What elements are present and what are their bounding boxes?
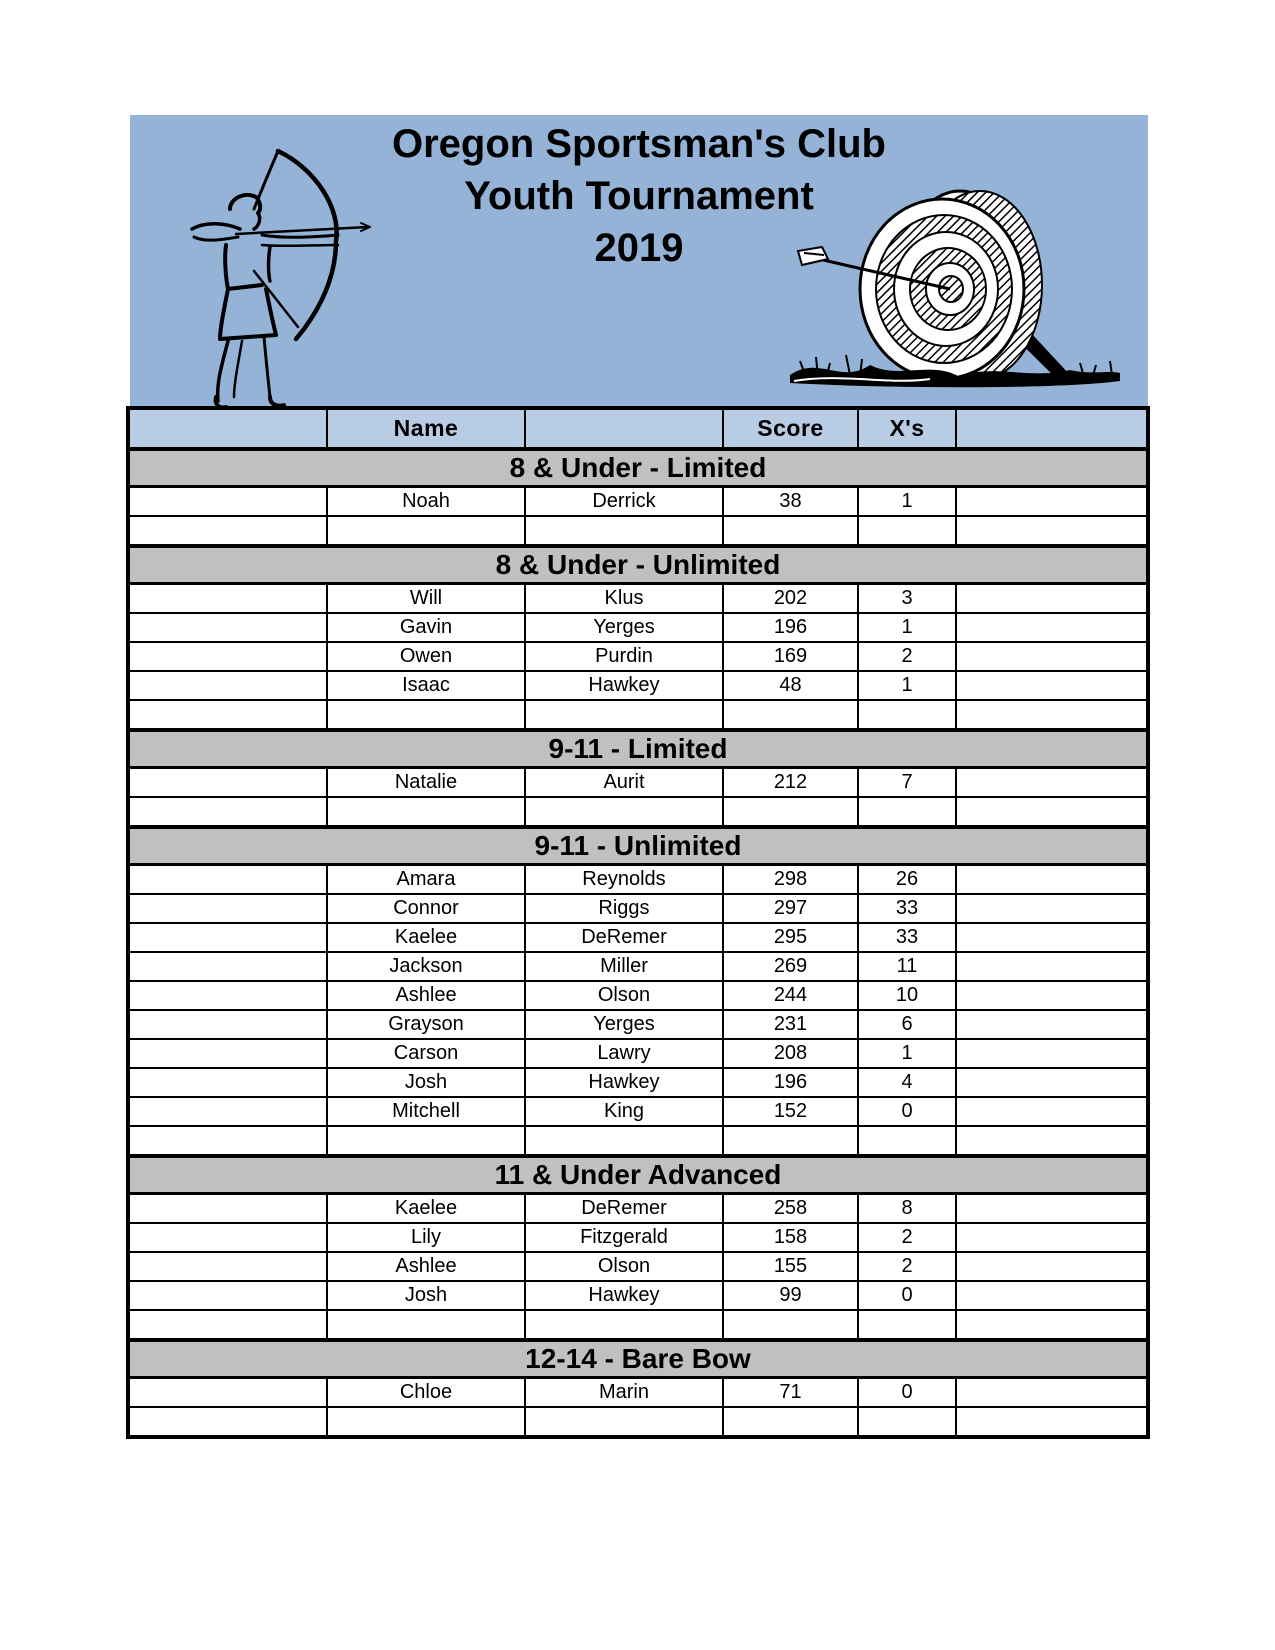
first-name-cell: Noah [327, 487, 525, 517]
column-header-name: Name [327, 408, 525, 449]
rank-cell [128, 642, 327, 671]
table-row [128, 923, 1148, 952]
empty-table-row [128, 1407, 1148, 1437]
last-name-cell: Hawkey [525, 1068, 723, 1097]
table-row [128, 584, 1148, 614]
column-header-score: Score [723, 408, 858, 449]
last-name-cell: Purdin [525, 642, 723, 671]
first-name-cell: Isaac [327, 671, 525, 700]
title-banner [130, 115, 1148, 407]
division-title: 11 & Under Advanced [128, 1156, 1148, 1194]
first-name-cell: Jackson [327, 952, 525, 981]
first-name-cell: Owen [327, 642, 525, 671]
last-name-cell [525, 700, 723, 730]
table-row [128, 1097, 1148, 1126]
first-name-cell: Will [327, 584, 525, 614]
table-row [128, 1252, 1148, 1281]
last-name-cell: Derrick [525, 487, 723, 517]
score-cell [723, 1126, 858, 1156]
empty-table-row [128, 1126, 1148, 1156]
first-name-cell: Ashlee [327, 981, 525, 1010]
last-name-cell: Lawry [525, 1039, 723, 1068]
first-name-cell [327, 1407, 525, 1437]
xs-cell: 1 [858, 613, 956, 642]
last-name-cell: Yerges [525, 613, 723, 642]
first-name-cell: Grayson [327, 1010, 525, 1039]
rank-cell [128, 768, 327, 798]
xs-cell: 7 [858, 768, 956, 798]
score-cell [723, 700, 858, 730]
last-name-cell [525, 1126, 723, 1156]
rank-cell [128, 1310, 327, 1340]
division-title: 8 & Under - Limited [128, 449, 1148, 487]
xs-cell: 2 [858, 1223, 956, 1252]
title-line-event: Youth Tournament [464, 174, 814, 218]
table-row [128, 671, 1148, 700]
table-row [128, 1039, 1148, 1068]
rank-cell [128, 952, 327, 981]
xs-cell: 4 [858, 1068, 956, 1097]
xs-cell [858, 700, 956, 730]
notes-cell [956, 981, 1148, 1010]
first-name-cell [327, 1310, 525, 1340]
last-name-cell: Marin [525, 1378, 723, 1408]
xs-cell [858, 1310, 956, 1340]
rank-cell [128, 613, 327, 642]
rank-cell [128, 487, 327, 517]
first-name-cell [327, 700, 525, 730]
xs-cell: 0 [858, 1281, 956, 1310]
table-row [128, 952, 1148, 981]
score-cell: 297 [723, 894, 858, 923]
table-row [128, 865, 1148, 895]
score-cell: 258 [723, 1194, 858, 1224]
score-cell: 202 [723, 584, 858, 614]
last-name-cell: King [525, 1097, 723, 1126]
last-name-cell: Fitzgerald [525, 1223, 723, 1252]
rank-cell [128, 671, 327, 700]
xs-cell: 26 [858, 865, 956, 895]
division-header-row [128, 449, 1148, 487]
score-cell: 196 [723, 613, 858, 642]
table-row [128, 1281, 1148, 1310]
xs-cell: 11 [858, 952, 956, 981]
notes-cell [956, 700, 1148, 730]
division-header-row [128, 827, 1148, 865]
xs-cell: 0 [858, 1097, 956, 1126]
notes-cell [956, 487, 1148, 517]
last-name-cell: DeRemer [525, 923, 723, 952]
rank-cell [128, 923, 327, 952]
xs-cell: 1 [858, 487, 956, 517]
last-name-cell: Riggs [525, 894, 723, 923]
score-cell: 99 [723, 1281, 858, 1310]
notes-cell [956, 1126, 1148, 1156]
first-name-cell: Ashlee [327, 1252, 525, 1281]
xs-cell [858, 516, 956, 546]
first-name-cell [327, 516, 525, 546]
last-name-cell: Reynolds [525, 865, 723, 895]
xs-cell [858, 1126, 956, 1156]
xs-cell: 1 [858, 671, 956, 700]
rank-cell [128, 894, 327, 923]
score-cell: 295 [723, 923, 858, 952]
empty-table-row [128, 797, 1148, 827]
score-cell [723, 516, 858, 546]
notes-cell [956, 1194, 1148, 1224]
last-name-cell [525, 1407, 723, 1437]
first-name-cell [327, 1126, 525, 1156]
first-name-cell: Natalie [327, 768, 525, 798]
column-header-blank-right [956, 408, 1148, 449]
last-name-cell [525, 797, 723, 827]
xs-cell: 6 [858, 1010, 956, 1039]
notes-cell [956, 894, 1148, 923]
table-row [128, 1194, 1148, 1224]
empty-table-row [128, 700, 1148, 730]
column-header-blank-last [525, 408, 723, 449]
rank-cell [128, 1252, 327, 1281]
title-line-club: Oregon Sportsman's Club [391, 122, 886, 166]
notes-cell [956, 1407, 1148, 1437]
last-name-cell: Miller [525, 952, 723, 981]
score-cell: 71 [723, 1378, 858, 1408]
first-name-cell: Josh [327, 1068, 525, 1097]
xs-cell [858, 1407, 956, 1437]
last-name-cell: Olson [525, 981, 723, 1010]
notes-cell [956, 584, 1148, 614]
rank-cell [128, 865, 327, 895]
last-name-cell: Yerges [525, 1010, 723, 1039]
division-title: 12-14 - Bare Bow [128, 1340, 1148, 1378]
rank-cell [128, 1223, 327, 1252]
score-cell: 244 [723, 981, 858, 1010]
division-title: 9-11 - Unlimited [128, 827, 1148, 865]
xs-cell: 33 [858, 894, 956, 923]
score-cell [723, 1407, 858, 1437]
score-cell: 152 [723, 1097, 858, 1126]
first-name-cell: Carson [327, 1039, 525, 1068]
table-row [128, 642, 1148, 671]
score-cell: 196 [723, 1068, 858, 1097]
xs-cell: 3 [858, 584, 956, 614]
notes-cell [956, 1010, 1148, 1039]
table-row [128, 1223, 1148, 1252]
rank-cell [128, 1068, 327, 1097]
first-name-cell: Connor [327, 894, 525, 923]
score-cell: 158 [723, 1223, 858, 1252]
notes-cell [956, 952, 1148, 981]
notes-cell [956, 1068, 1148, 1097]
column-header-xs: X's [858, 408, 956, 449]
table-row [128, 613, 1148, 642]
table-row [128, 1378, 1148, 1408]
rank-cell [128, 700, 327, 730]
rank-cell [128, 1010, 327, 1039]
first-name-cell: Josh [327, 1281, 525, 1310]
notes-cell [956, 613, 1148, 642]
first-name-cell [327, 797, 525, 827]
rank-cell [128, 1407, 327, 1437]
score-cell: 269 [723, 952, 858, 981]
notes-cell [956, 1252, 1148, 1281]
first-name-cell: Kaelee [327, 1194, 525, 1224]
notes-cell [956, 1097, 1148, 1126]
rank-cell [128, 584, 327, 614]
rank-cell [128, 1194, 327, 1224]
notes-cell [956, 1378, 1148, 1408]
table-row [128, 1068, 1148, 1097]
xs-cell: 1 [858, 1039, 956, 1068]
xs-cell: 10 [858, 981, 956, 1010]
first-name-cell: Amara [327, 865, 525, 895]
notes-cell [956, 1310, 1148, 1340]
title-line-year: 2019 [594, 226, 684, 270]
rank-cell [128, 1039, 327, 1068]
score-cell: 212 [723, 768, 858, 798]
notes-cell [956, 797, 1148, 827]
xs-cell: 2 [858, 1252, 956, 1281]
division-header-row [128, 730, 1148, 768]
last-name-cell [525, 516, 723, 546]
division-header-row [128, 546, 1148, 584]
division-header-row [128, 1340, 1148, 1378]
last-name-cell: DeRemer [525, 1194, 723, 1224]
score-cell: 208 [723, 1039, 858, 1068]
notes-cell [956, 865, 1148, 895]
last-name-cell: Olson [525, 1252, 723, 1281]
rank-cell [128, 516, 327, 546]
column-header-blank-left [128, 408, 327, 449]
table-row [128, 768, 1148, 798]
score-cell [723, 797, 858, 827]
rank-cell [128, 1097, 327, 1126]
rank-cell [128, 981, 327, 1010]
score-cell: 48 [723, 671, 858, 700]
first-name-cell: Chloe [327, 1378, 525, 1408]
division-title: 8 & Under - Unlimited [128, 546, 1148, 584]
last-name-cell: Klus [525, 584, 723, 614]
notes-cell [956, 1223, 1148, 1252]
first-name-cell: Gavin [327, 613, 525, 642]
division-header-row [128, 1156, 1148, 1194]
rank-cell [128, 1281, 327, 1310]
score-cell [723, 1310, 858, 1340]
first-name-cell: Mitchell [327, 1097, 525, 1126]
xs-cell [858, 797, 956, 827]
last-name-cell [525, 1310, 723, 1340]
score-cell: 169 [723, 642, 858, 671]
rank-cell [128, 797, 327, 827]
first-name-cell: Kaelee [327, 923, 525, 952]
xs-cell: 0 [858, 1378, 956, 1408]
rank-cell [128, 1126, 327, 1156]
xs-cell: 2 [858, 642, 956, 671]
empty-table-row [128, 516, 1148, 546]
score-cell: 155 [723, 1252, 858, 1281]
division-title: 9-11 - Limited [128, 730, 1148, 768]
notes-cell [956, 671, 1148, 700]
table-row [128, 1010, 1148, 1039]
last-name-cell: Hawkey [525, 1281, 723, 1310]
xs-cell: 8 [858, 1194, 956, 1224]
score-cell: 231 [723, 1010, 858, 1039]
last-name-cell: Hawkey [525, 671, 723, 700]
table-row [128, 894, 1148, 923]
first-name-cell: Lily [327, 1223, 525, 1252]
xs-cell: 33 [858, 923, 956, 952]
notes-cell [956, 768, 1148, 798]
empty-table-row [128, 1310, 1148, 1340]
rank-cell [128, 1378, 327, 1408]
notes-cell [956, 923, 1148, 952]
table-row [128, 981, 1148, 1010]
last-name-cell: Aurit [525, 768, 723, 798]
notes-cell [956, 642, 1148, 671]
score-cell: 298 [723, 865, 858, 895]
notes-cell [956, 516, 1148, 546]
table-header-row [128, 408, 1148, 449]
notes-cell [956, 1039, 1148, 1068]
scores-table [126, 406, 1150, 1439]
notes-cell [956, 1281, 1148, 1310]
score-cell: 38 [723, 487, 858, 517]
archery-target-icon [780, 185, 1125, 390]
table-row [128, 487, 1148, 517]
